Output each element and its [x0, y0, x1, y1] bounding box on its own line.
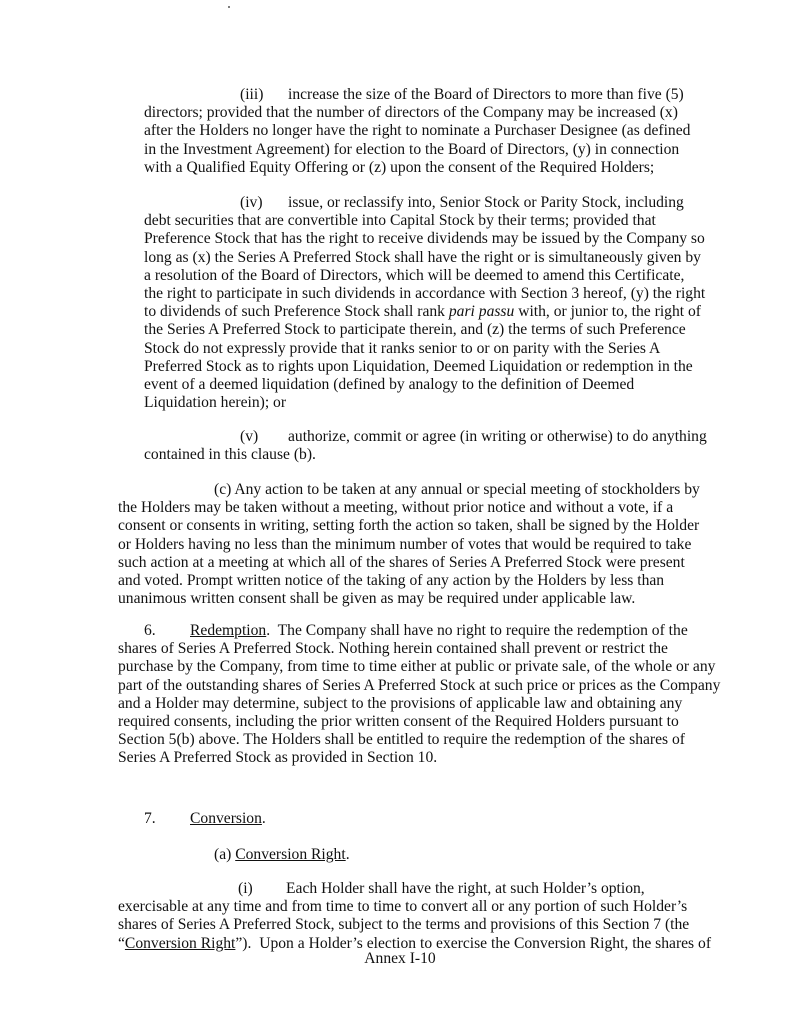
pari-passu-italic: pari passu: [448, 303, 515, 321]
section-6-line-1: 6. Redemption. The Company shall have no right to require the redemption of the: [144, 622, 688, 639]
clause-iii-marker: (iii): [240, 86, 264, 103]
clause-iii-line-5: with a Qualified Equity Offering or (z) upon the consent of the Required Holders;: [144, 158, 655, 176]
section-7-line: 7. Conversion.: [144, 810, 266, 827]
section-7a-i: [118, 880, 738, 953]
clause-iv-line-6: the right to participate in such dividends in accordance with Section 3 hereof, (y) the right: [144, 285, 706, 303]
section-6-line-7: Section 5(b) above. The Holders shall be entitled to require the redemption of the shares of: [118, 731, 685, 749]
conversion-right-term: Conversion Right: [124, 934, 236, 952]
clause-iv-marker: (iv): [240, 194, 263, 211]
section-7a: [214, 846, 514, 864]
clause-iii-line-1: (iii) increase the size of the Board of Directors to more than five (5): [240, 86, 684, 103]
section-7a-i-marker: (i): [238, 880, 253, 897]
clause-iv-line-5: a resolution of the Board of Directors, which will be deemed to amend this Certificate,: [144, 266, 685, 284]
clause-v-line-1: (v) authorize, commit or agree (in writing or otherwise) to do anything: [240, 428, 707, 445]
clause-iv-line-10: Preferred Stock as to rights upon Liquidation, Deemed Liquidation or redemption in the: [144, 357, 693, 375]
section-7a-heading: Conversion Right: [235, 846, 346, 863]
clause-iv-line-11: event of a deemed liquidation (defined by analogy to the definition of Deemed: [144, 376, 635, 394]
clause-c: [118, 481, 738, 608]
clause-v-marker: (v): [240, 428, 259, 445]
section-6-line-4: part of the outstanding shares of Series A Preferred Stock at such price or prices as the Company: [118, 676, 721, 694]
section-6-line-8: Series A Preferred Stock as provided in Section 10.: [118, 749, 438, 767]
clause-c-line-6: and voted. Prompt written notice of the taking of any action by the Holders by less than: [118, 572, 665, 590]
section-7a-i-line-1: (i) Each Holder shall have the right, at such Holder’s option,: [238, 880, 645, 897]
section-7-number: 7.: [144, 810, 156, 827]
section-7-heading: Conversion: [190, 810, 262, 827]
clause-v-line-2: contained in this clause (b).: [144, 446, 316, 464]
section-6-line-5: and a Holder may determine, subject to the provisions of applicable law and obtaining any: [118, 694, 683, 712]
section-7a-i-line-2: exercisable at any time and from time to time to convert all or any portion of such Holder’s: [118, 898, 688, 916]
clause-c-line-2: the Holders may be taken without a meeting, without prior notice and without a vote, if a: [118, 499, 674, 517]
clause-iv-line-8: the Series A Preferred Stock to participate therein, and (z) the terms of such Preference: [144, 321, 686, 339]
section-7-conversion: [144, 810, 444, 828]
clause-c-line-1: (c) Any action to be taken at any annual or special meeting of stockholders by: [214, 481, 700, 498]
clause-iv-line-4: long as (x) the Series A Preferred Stock shall have the right or is simultaneously given by: [144, 248, 701, 266]
clause-iii-line-4: in the Investment Agreement) for election to the Board of Directors, (y) in connection: [144, 140, 680, 158]
clause-iv-line-1: (iv) issue, or reclassify into, Senior Stock or Parity Stock, including: [240, 194, 684, 211]
section-7a-line: (a) Conversion Right.: [214, 846, 350, 863]
clause-iv-line-12: Liquidation herein); or: [144, 394, 287, 412]
section-7a-i-line-4: “Conversion Right”). Upon a Holder’s election to exercise the Conversion Right, the shares of: [118, 934, 712, 952]
clause-iii-line-2: directors; provided that the number of directors of the Company may be increased (x): [144, 104, 678, 122]
clause-iv: [144, 194, 744, 412]
clause-v: [144, 428, 744, 464]
clause-iv-line-2: debt securities that are convertible into Capital Stock by their terms; provided that: [144, 212, 656, 230]
page-footer: Annex I-10: [364, 950, 436, 967]
clause-iv-line-9: Stock do not expressly provide that it ranks senior to or on parity with the Series A: [144, 339, 661, 357]
section-6-line-6: required consents, including the prior written consent of the Required Holders pursuant to: [118, 713, 679, 731]
clause-c-line-5: such action at a meeting at which all of the shares of Series A Preferred Stock were present: [118, 553, 685, 571]
clause-iii: [144, 86, 744, 177]
section-7a-i-line-3: shares of Series A Preferred Stock, subject to the terms and provisions of this Section 7 (the: [118, 916, 690, 934]
scan-speck: [228, 6, 230, 8]
clause-c-line-3: consent or consents in writing, setting forth the action so taken, shall be signed by the Holder: [118, 517, 700, 535]
clause-c-line-7: unanimous written consent shall be given as may be required under applicable law.: [118, 590, 636, 608]
section-6-number: 6.: [144, 622, 156, 639]
clause-iv-line-7: to dividends of such Preference Stock shall rank pari passu with, or junior to, the right of: [144, 303, 701, 321]
clause-iii-line-3: after the Holders no longer have the right to nominate a Purchaser Designee (as defined: [144, 122, 691, 140]
clause-c-line-4: or Holders having no less than the minimum number of votes that would be required to take: [118, 535, 692, 553]
section-6-redemption: [118, 622, 738, 768]
section-6-line-3: purchase by the Company, from time to time either at public or private sale, of the whole or any: [118, 658, 716, 676]
clause-iv-line-3: Preference Stock that has the right to receive dividends may be issued by the Company so: [144, 230, 705, 248]
section-6-heading: Redemption: [190, 622, 267, 639]
section-6-line-2: shares of Series A Preferred Stock. Nothing herein contained shall prevent or restrict the: [118, 640, 668, 658]
